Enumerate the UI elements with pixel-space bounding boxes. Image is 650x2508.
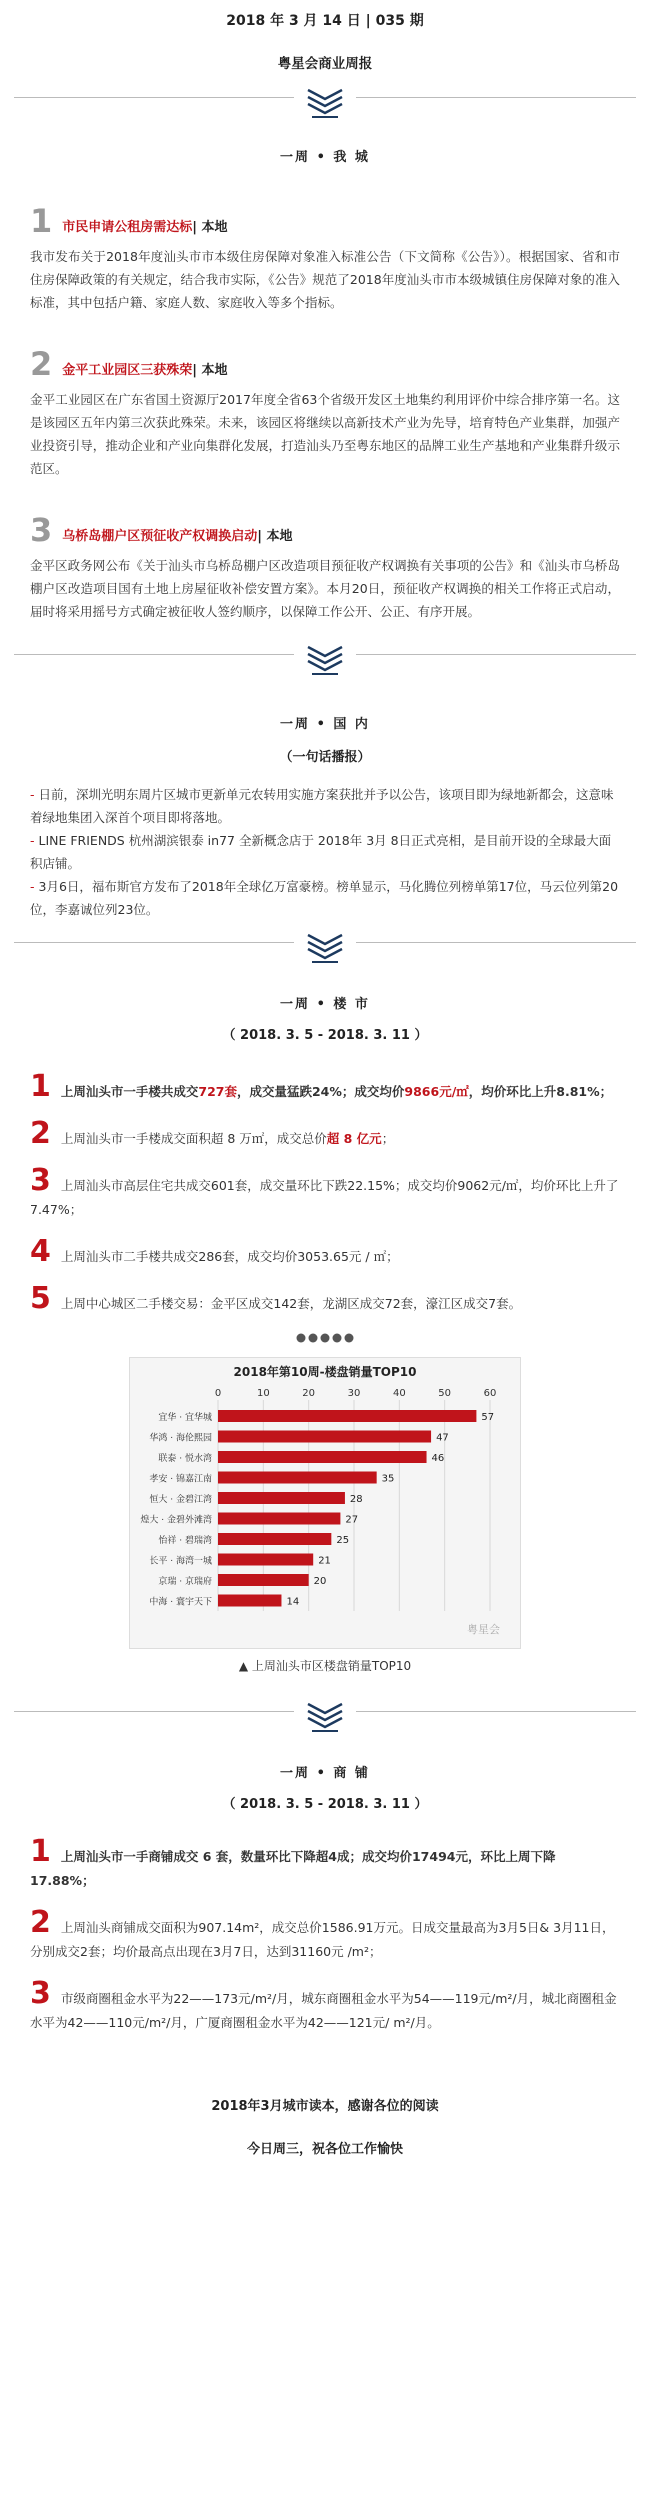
data-label: 46 [431,1453,445,1464]
stat-text: 市级商圈租金水平为22——173元/m²/月，城东商圈租金水平为54——119元/m²/月，城北商圈租金水平为42——110元/m²/月，广厦商圈租金水平为42——121元/ m²/月。 [30,1991,617,2030]
section-divider [0,82,650,122]
footer-greeting: 今日周三，祝各位工作愉快 [246,2142,403,2157]
bar [218,1472,377,1484]
stat-text: 上周汕头市一手商铺成交 6 套，数量环比下降超4成；成交均价17494元，环比上周下降17.88%； [30,1849,556,1888]
category-label: 中海 · 寰宇天下 [149,1597,212,1608]
bar-chart-container [129,1357,521,1649]
category-label: 华鸿 · 海伦熙园 [149,1433,212,1444]
x-tick-label: 60 [483,1388,497,1399]
item-number: 2 [30,1905,51,1940]
bar [218,1431,431,1443]
category-label: 孝安 · 锦嘉江南 [149,1474,212,1485]
footer-thanks: 2018年3月城市读本，感谢各位的阅读 [211,2099,439,2114]
section-divider [0,927,650,967]
data-label: 21 [318,1555,331,1567]
watermark: 粤星会 [467,1623,500,1636]
bar [218,1533,331,1545]
item-headline: 市民申请公租房需达标 [62,220,193,235]
bar [218,1451,427,1463]
x-tick-label: 40 [392,1388,406,1399]
item-number: 2 [30,1116,51,1151]
chart-caption: ▲ 上周汕头市区楼盘销量TOP10 [238,1659,412,1673]
x-tick-label: 10 [256,1388,270,1399]
stat-item [30,1071,620,1104]
chevron-down-icon [294,86,356,120]
stat-item [30,1283,620,1316]
item-tag: | 本地 [257,529,293,544]
data-label: 57 [481,1412,495,1423]
item-number: 2 [30,345,53,383]
x-tick-label: 50 [438,1388,452,1399]
data-label: 28 [349,1494,363,1505]
data-label: 47 [436,1432,449,1444]
data-label: 14 [286,1596,300,1608]
chart-title: 2018年第10周-楼盘销量TOP10 [233,1365,417,1379]
city-news-item [30,197,620,314]
issue-date: 2018 年 3 月 14 日 | 035 期 [226,13,424,29]
item-text: 金平工业园区在广东省国土资源厅2017年度全省63个省级开发区土地集约利用评价中综合排序第一名。这是该园区五年内第三次获此殊荣。未来，该园区将继续以高新技术产业为先导，培育特色产业集群，加强产业投资引导，推动企业和产业向集群化发展，打造汕头乃至粤东地区的品牌工业生产基地和产业集群升级示范区。 [30,392,620,476]
item-number: 1 [30,1834,51,1869]
item-text: 金平区政务网公布《关于汕头市乌桥岛棚户区改造项目预征收产权调换有关事项的公告》和《汕头市乌桥岛棚户区改造项目国有土地上房屋征收补偿安置方案》。本月20日，预征收产权调换的相关工作将正式启动，届时将采用摇号方式确定被征收人签约顺序，以保障工作公开、公正、有序开展。 [30,558,620,619]
item-number: 3 [30,1163,51,1198]
stat-item [30,1118,620,1151]
bar [218,1410,476,1422]
bar [218,1574,309,1586]
x-tick-label: 30 [347,1388,361,1399]
item-headline: 金平工业园区三获殊荣 [62,363,193,378]
carousel-dots [0,1332,650,1347]
stat-text: 上周汕头商铺成交面积为907.14m²，成交总价1586.91万元。日成交量最高为3月5日& 3月11日，分别成交2套；均价最高点出现在3月7日，达到31160元 /m²； [30,1920,615,1959]
chevron-down-icon [294,1700,356,1734]
stat-text: ； [381,1131,395,1146]
stat-text: 727套 [198,1084,237,1099]
x-tick-label: 20 [302,1388,316,1399]
item-headline: 乌桥岛棚户区预征收产权调换启动 [62,529,258,544]
data-label: 25 [336,1535,350,1546]
x-tick-label: 0 [214,1388,222,1399]
shop-items [0,1836,650,2035]
bar [218,1513,340,1525]
stat-text: 超 8 亿元 [326,1131,382,1146]
category-label: 怡祥 · 碧瑞湾 [158,1536,212,1546]
category-label: 宜华 · 宜华城 [158,1413,212,1423]
stat-text: 上周汕头市一手楼共成交 [60,1084,199,1099]
date-range: （ 2018. 3. 5 - 2018. 3. 11 ） [222,1028,428,1043]
item-tag: | 本地 [192,220,228,235]
category-label: 长平 · 海湾一城 [149,1556,212,1567]
section-subtitle: （一句话播报） [279,750,371,765]
bar [218,1554,313,1566]
stat-text: 上周汕头市一手楼成交面积超 8 万㎡，成交总价 [60,1131,327,1146]
section-title-national: 一周 • 国 内 [280,717,370,732]
date-range: （ 2018. 3. 5 - 2018. 3. 11 ） [222,1797,428,1812]
stat-text: ，成交量猛跌24%；成交均价 [236,1084,405,1099]
stat-item [30,1165,620,1222]
item-text: 我市发布关于2018年度汕头市市本级住房保障对象准入标准公告（下文简称《公告》）。根据国家、省和市住房保障政策的有关规定，结合我市实际，《公告》规范了2018年度汕头市市本级城镇住房保障对象的准入标准，其中包括户籍、家庭人数、家庭收入等多个指标。 [30,249,620,310]
bar-chart [130,1358,520,1648]
list-item: - LINE FRIENDS 杭州湖滨银泰 in77 全新概念店于 2018年 3月 8日正式亮相，是目前开设的全球最大面积店铺。 [30,833,612,871]
newsletter-title: 粤星会商业周报 [277,56,373,72]
city-news-item [30,506,620,623]
bar [218,1492,345,1504]
section-title-shops: 一周 • 商 铺 [280,1766,370,1781]
stat-text: ，均价环比上升8.81%； [468,1084,613,1099]
data-label: 20 [313,1576,327,1587]
stat-item [30,1978,620,2035]
item-number: 1 [30,202,53,240]
category-label: 恒大 · 金碧江湾 [149,1495,212,1505]
stat-text: 上周汕头市二手楼共成交286套，成交均价3053.65元 / ㎡； [60,1249,399,1264]
bar [218,1595,281,1607]
item-number: 5 [30,1281,51,1316]
stat-text: 上周中心城区二手楼交易：金平区成交142套，龙湖区成交72套，濠江区成交7套。 [60,1296,522,1311]
item-number: 3 [30,1976,51,2011]
chevron-down-icon [294,643,356,677]
list-item: - 日前，深圳光明东周片区城市更新单元农转用实施方案获批并予以公告，该项目即为绿地新都会，这意味着绿地集团入深首个项目即将落地。 [30,787,614,825]
data-label: 27 [345,1514,359,1526]
item-number: 3 [30,511,53,549]
national-bullets [30,783,620,921]
section-title-city: 一周 • 我 城 [280,150,370,165]
section-title-market: 一周 • 楼 市 [280,997,370,1012]
item-number: 4 [30,1234,51,1269]
market-items [0,1071,650,1316]
stat-text: 上周汕头市高层住宅共成交601套，成交量环比下跌22.15%；成交均价9062元/㎡，均价环比上升了7.47%； [30,1178,619,1217]
list-item: - 3月6日，福布斯官方发布了2018年全球亿万富豪榜。榜单显示，马化腾位列榜单第17位，马云位列第20位，李嘉诚位列23位。 [30,879,619,917]
category-label: 京瑞 · 京瑞府 [158,1577,212,1587]
data-label: 35 [381,1473,395,1485]
category-label: 联泰 · 悦水湾 [158,1454,212,1464]
section-divider [0,1696,650,1736]
section-divider [0,639,650,679]
item-tag: | 本地 [192,363,228,378]
stat-item [30,1907,620,1964]
item-number: 1 [30,1069,51,1104]
city-news-item [30,340,620,480]
category-label: 煌大 · 金碧外滩湾 [140,1515,212,1526]
stat-item [30,1236,620,1269]
stat-text: 9866元/㎡ [404,1084,469,1099]
chevron-down-icon [294,931,356,965]
stat-item [30,1836,620,1893]
